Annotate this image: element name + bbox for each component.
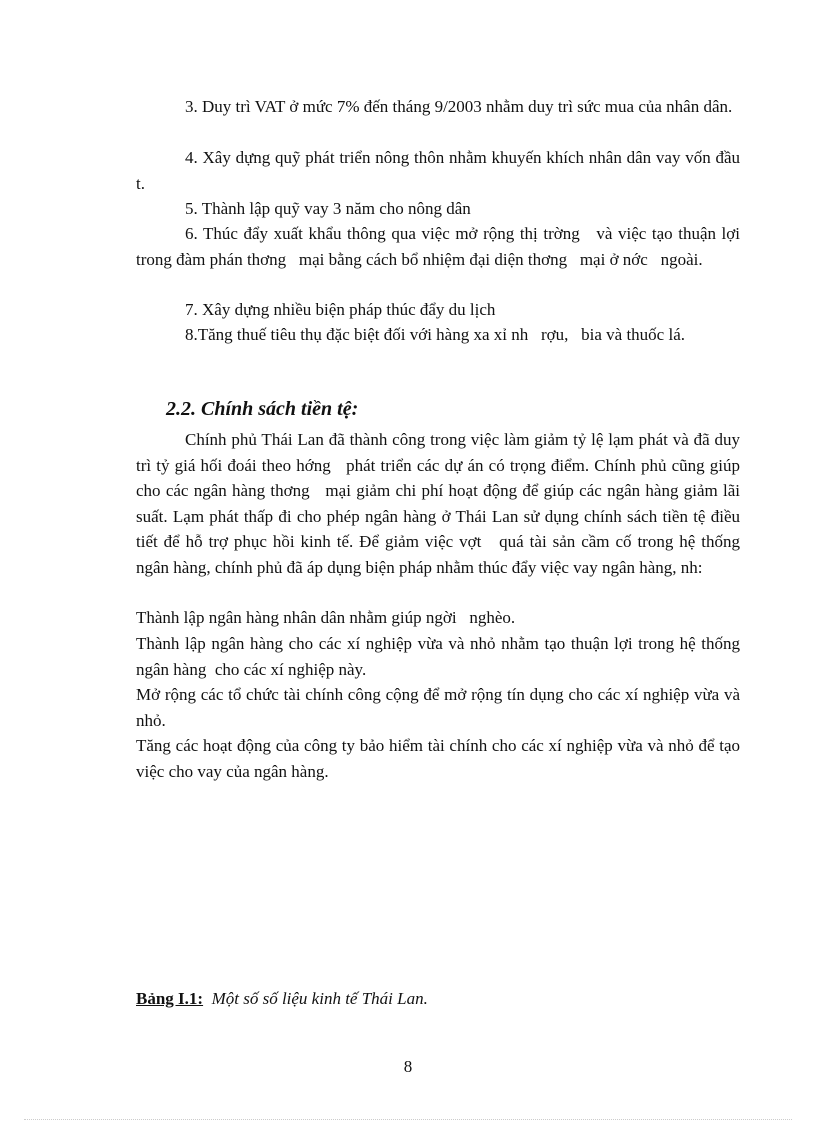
list-item-8: 8.Tăng thuế tiêu thụ đặc biệt đối với hàng xa xỉ nh rợu, bia và thuốc lá. xyxy=(185,325,685,344)
section-intro-paragraph: Chính phủ Thái Lan đã thành công trong việc làm giảm tỷ lệ lạm phát và đã duy trì tỷ giá hối đoái theo hớng phát triển các dự án có trọng điểm. Chính phủ cũng giúp cho các ngân hàng thơng mại giảm chi phí hoạt động để giúp các ngân hàng giảm lãi suất. Lạm phát thấp đi cho phép ngân hàng ở Thái Lan sử dụng chính sách tiền tệ điều tiết để hỗ trợ phục hồi kinh tế. Để giảm việc vợt quá tài sản cầm cố trong hệ thống ngân hàng, chính phủ đã áp dụng biện pháp nhằm thúc đẩy việc vay ngân hàng, nh: xyxy=(136,430,745,577)
list-item-4: 4. Xây dựng quỹ phát triển nông thôn nhằm khuyến khích nhân dân vay vốn đầu t. xyxy=(136,148,745,193)
table-caption xyxy=(136,989,428,1009)
list-item-7: 7. Xây dựng nhiều biện pháp thúc đẩy du lịch xyxy=(185,300,496,319)
list-item-3: 3. Duy trì VAT ở mức 7% đến tháng 9/2003 nhằm duy trì sức mua của nhân dân. xyxy=(185,97,733,116)
table-caption-label: Bảng I.1: xyxy=(136,989,204,1008)
measure-item-1: Thành lập ngân hàng nhân dân nhằm giúp ngời nghèo. xyxy=(136,608,516,627)
list-item-5: 5. Thành lập quỹ vay 3 năm cho nông dân xyxy=(185,199,471,218)
table-caption-text: Một số số liệu kinh tế Thái Lan. xyxy=(211,989,428,1008)
measure-item-3: Mở rộng các tổ chức tài chính công cộng để mở rộng tín dụng cho các xí nghiệp vừa và nhỏ. xyxy=(136,685,745,730)
measure-item-2: Thành lập ngân hàng cho các xí nghiệp vừa và nhỏ nhằm tạo thuận lợi trong hệ thống ngân hàng cho các xí nghiệp này. xyxy=(136,634,745,679)
page-number: 8 xyxy=(403,1057,413,1076)
section-heading: 2.2. Chính sách tiền tệ: xyxy=(166,398,359,420)
page-bottom-border xyxy=(24,1119,792,1120)
list-item-6: 6. Thúc đẩy xuất khẩu thông qua việc mở rộng thị trờng và việc tạo thuận lợi trong đàm phán thơng mại bằng cách bổ nhiệm đại diện thơng mại ở nớc ngoài. xyxy=(136,224,745,269)
measure-item-4: Tăng các hoạt động của công ty bảo hiểm tài chính cho các xí nghiệp vừa và nhỏ để tạo việc cho vay của ngân hàng. xyxy=(136,736,745,781)
